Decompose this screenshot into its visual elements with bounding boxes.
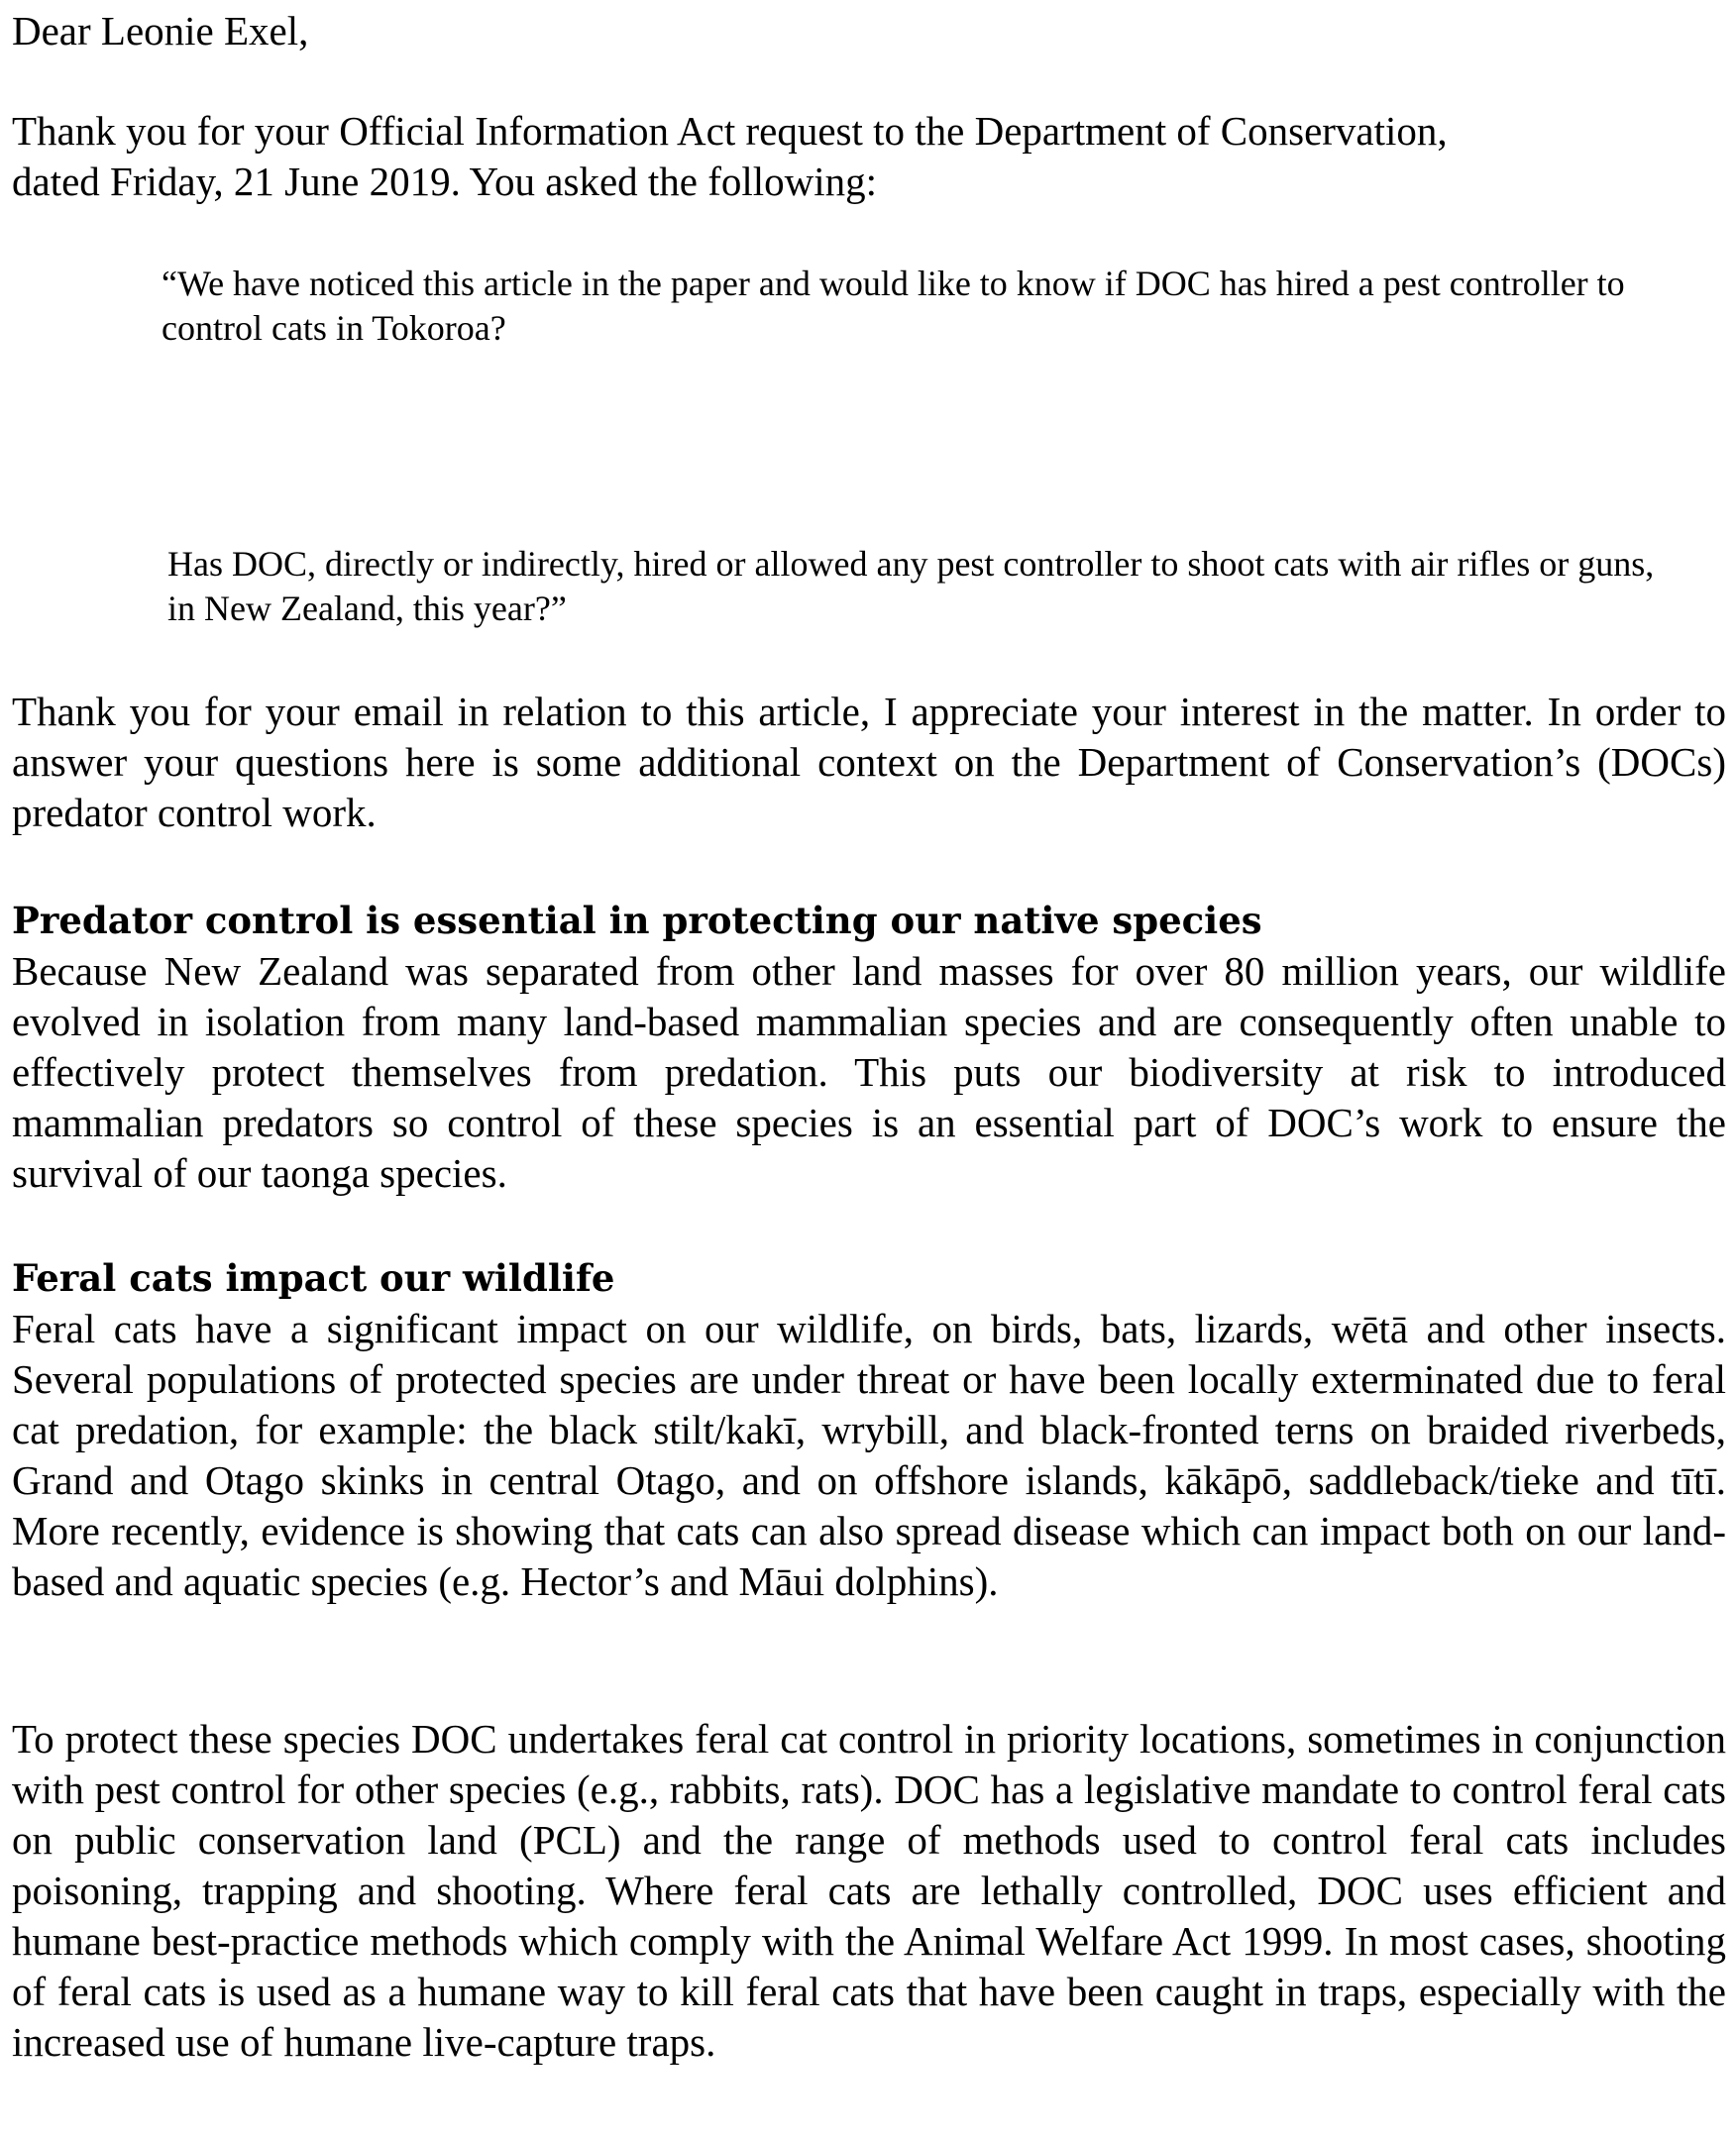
salutation: Dear Leonie Exel, xyxy=(12,8,309,54)
section-body-feral-cat-control: To protect these species DOC undertakes feral cat control in priority locations, sometimes in conjunction with pest control for other species (e.g., rabbits, rats). DOC has a legislative mandate to control feral cats on public conservation land (PCL) and the range of methods used to control feral cats includes poisoning, trapping and shooting. Where feral cats are lethally controlled, DOC uses efficient and humane best-practice methods which comply with the Animal Welfare Act 1999. In most cases, shooting of feral cats is used as a humane way to kill feral cats that have been caught in traps, especially with the increased use of humane live-capture traps. xyxy=(12,1716,1726,2065)
section-heading-predator-control: Predator control is essential in protecting our native species xyxy=(12,899,1262,942)
section-body-feral-cats: Feral cats have a significant impact on our wildlife, on birds, bats, lizards, wētā and other insects. Several populations of protected species are under threat or have been locally exterminated due to feral cat predation, for example: the black stilt/kakī, wrybill, and black-fronted terns on braided riverbeds, Grand and Otago skinks in central Otago, and on offshore islands, kākāpō, saddleback/tieke and tītī. More recently, evidence is showing that cats can also spread disease which can impact both on our land-based and aquatic species (e.g. Hector’s and Māui dolphins). xyxy=(12,1306,1726,1604)
intro-paragraph: Thank you for your Official Information Act request to the Department of Conservation, dated Friday, 21 June 2019. You asked the following: xyxy=(12,108,1448,204)
section-body-predator-control: Because New Zealand was separated from other land masses for over 80 million years, our wildlife evolved in isolation from many land-based mammalian species and are consequently often unable to effectively protect themselves from predation. This puts our biodiversity at risk to introduced mammalian predators so control of these species is an essential part of DOC’s work to ensure the survival of our taonga species. xyxy=(12,948,1726,1196)
quoted-question-2: Has DOC, directly or indirectly, hired or allowed any pest controller to shoot cats with air rifles or guns, in New Zealand, this year?” xyxy=(167,544,1655,628)
quoted-question-1: “We have noticed this article in the paper and would like to know if DOC has hired a pest controller to control cats in Tokoroa? xyxy=(162,264,1625,348)
section-heading-feral-cats: Feral cats impact our wildlife xyxy=(12,1256,615,1300)
response-intro-paragraph: Thank you for your email in relation to this article, I appreciate your interest in the matter. In order to answer your questions here is some additional context on the Department of Conservation’s (DOCs) predator control work. xyxy=(12,689,1726,835)
